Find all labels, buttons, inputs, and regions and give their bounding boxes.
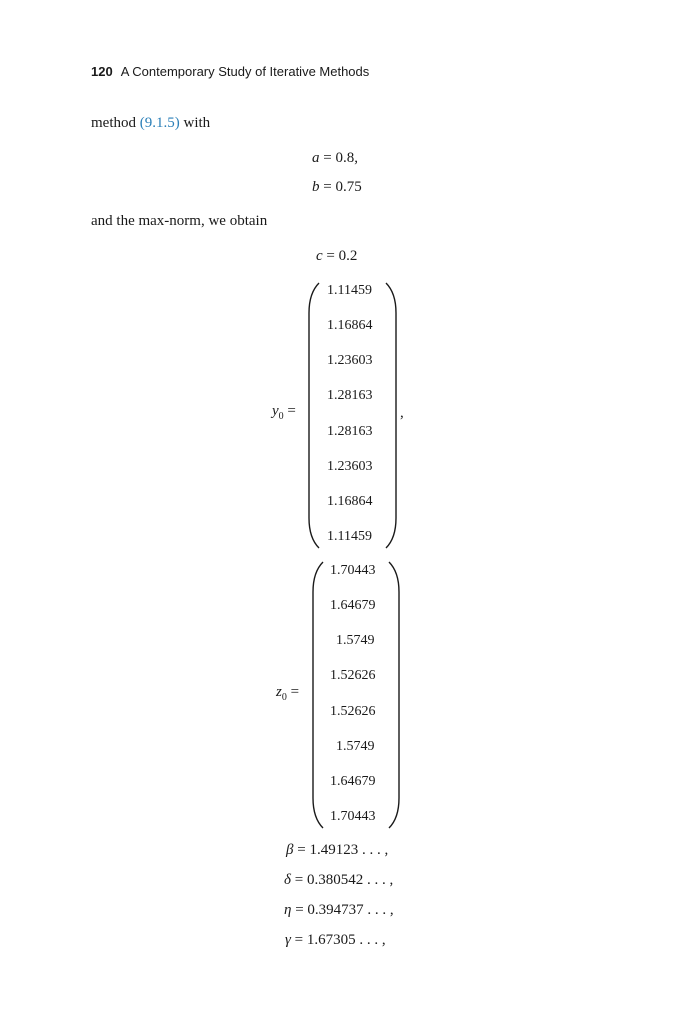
y0-left-paren <box>307 283 321 548</box>
y0-trailing-comma: , <box>400 405 404 421</box>
equals-sign: = <box>295 902 304 918</box>
symbol-beta: β <box>286 842 294 858</box>
y0-base: y <box>272 403 279 419</box>
y0-entry: 1.16864 <box>327 494 373 509</box>
variable-a: a <box>312 150 320 166</box>
equation-reference-link[interactable]: (9.1.5) <box>139 115 180 131</box>
z0-subscript: 0 <box>281 692 287 703</box>
z0-entry: 1.5749 <box>336 633 375 648</box>
variable-b: b <box>312 179 320 195</box>
equation-delta <box>284 872 393 889</box>
equals-sign: = <box>326 248 335 264</box>
symbol-gamma: γ <box>285 932 291 948</box>
symbol-delta: δ <box>284 872 291 888</box>
z0-entry: 1.64679 <box>330 774 376 789</box>
y0-right-paren <box>384 283 398 548</box>
z0-left-paren <box>311 562 325 828</box>
variable-c: c <box>316 248 323 264</box>
norm-text: and the max-norm, we obtain <box>91 213 268 229</box>
y0-entry: 1.11459 <box>327 283 372 298</box>
y0-label <box>272 403 296 422</box>
z0-entry: 1.5749 <box>336 739 375 754</box>
equals-sign: = <box>287 403 296 419</box>
z0-entry: 1.52626 <box>330 668 376 683</box>
running-header <box>91 64 369 79</box>
z0-base: z <box>276 684 282 700</box>
z0-entry: 1.64679 <box>330 598 376 613</box>
book-title: A Contemporary Study of Iterative Methods <box>120 64 370 79</box>
equals-sign: = <box>294 932 304 948</box>
value-beta: 1.49123 . . . , <box>309 842 389 858</box>
equals-sign: = <box>297 842 306 858</box>
value-delta: 0.380542 . . . , <box>306 872 394 888</box>
y0-entry: 1.11459 <box>327 529 372 544</box>
equation-b <box>312 179 362 196</box>
value-c: 0.2 <box>338 248 358 264</box>
page-number: 120 <box>91 64 113 79</box>
equation-gamma <box>285 932 386 949</box>
intro-prefix: method <box>91 115 140 131</box>
y0-subscript: 0 <box>278 411 284 422</box>
intro-line <box>91 115 210 132</box>
equation-beta <box>286 842 388 859</box>
equals-sign: = <box>323 179 332 195</box>
z0-label <box>276 684 299 703</box>
value-gamma: 1.67305 . . . , <box>306 932 386 948</box>
equation-a <box>312 150 358 167</box>
y0-entry: 1.23603 <box>327 353 373 368</box>
symbol-eta: η <box>284 902 292 918</box>
y0-entry: 1.23603 <box>327 459 373 474</box>
y0-entry: 1.28163 <box>327 388 373 403</box>
equation-c <box>316 248 357 265</box>
y0-entry: 1.16864 <box>327 318 373 333</box>
equals-sign: = <box>323 150 332 166</box>
equals-sign: = <box>290 684 300 700</box>
equation-eta <box>284 902 394 919</box>
value-b: 0.75 <box>335 179 362 195</box>
z0-entry: 1.70443 <box>330 563 376 578</box>
intro-suffix: with <box>179 115 211 131</box>
value-eta: 0.394737 . . . , <box>307 902 394 918</box>
equals-sign: = <box>294 872 304 888</box>
z0-entry: 1.52626 <box>330 704 376 719</box>
value-a: 0.8, <box>335 150 358 166</box>
y0-entry: 1.28163 <box>327 424 373 439</box>
z0-right-paren <box>387 562 401 828</box>
z0-entry: 1.70443 <box>330 809 376 824</box>
